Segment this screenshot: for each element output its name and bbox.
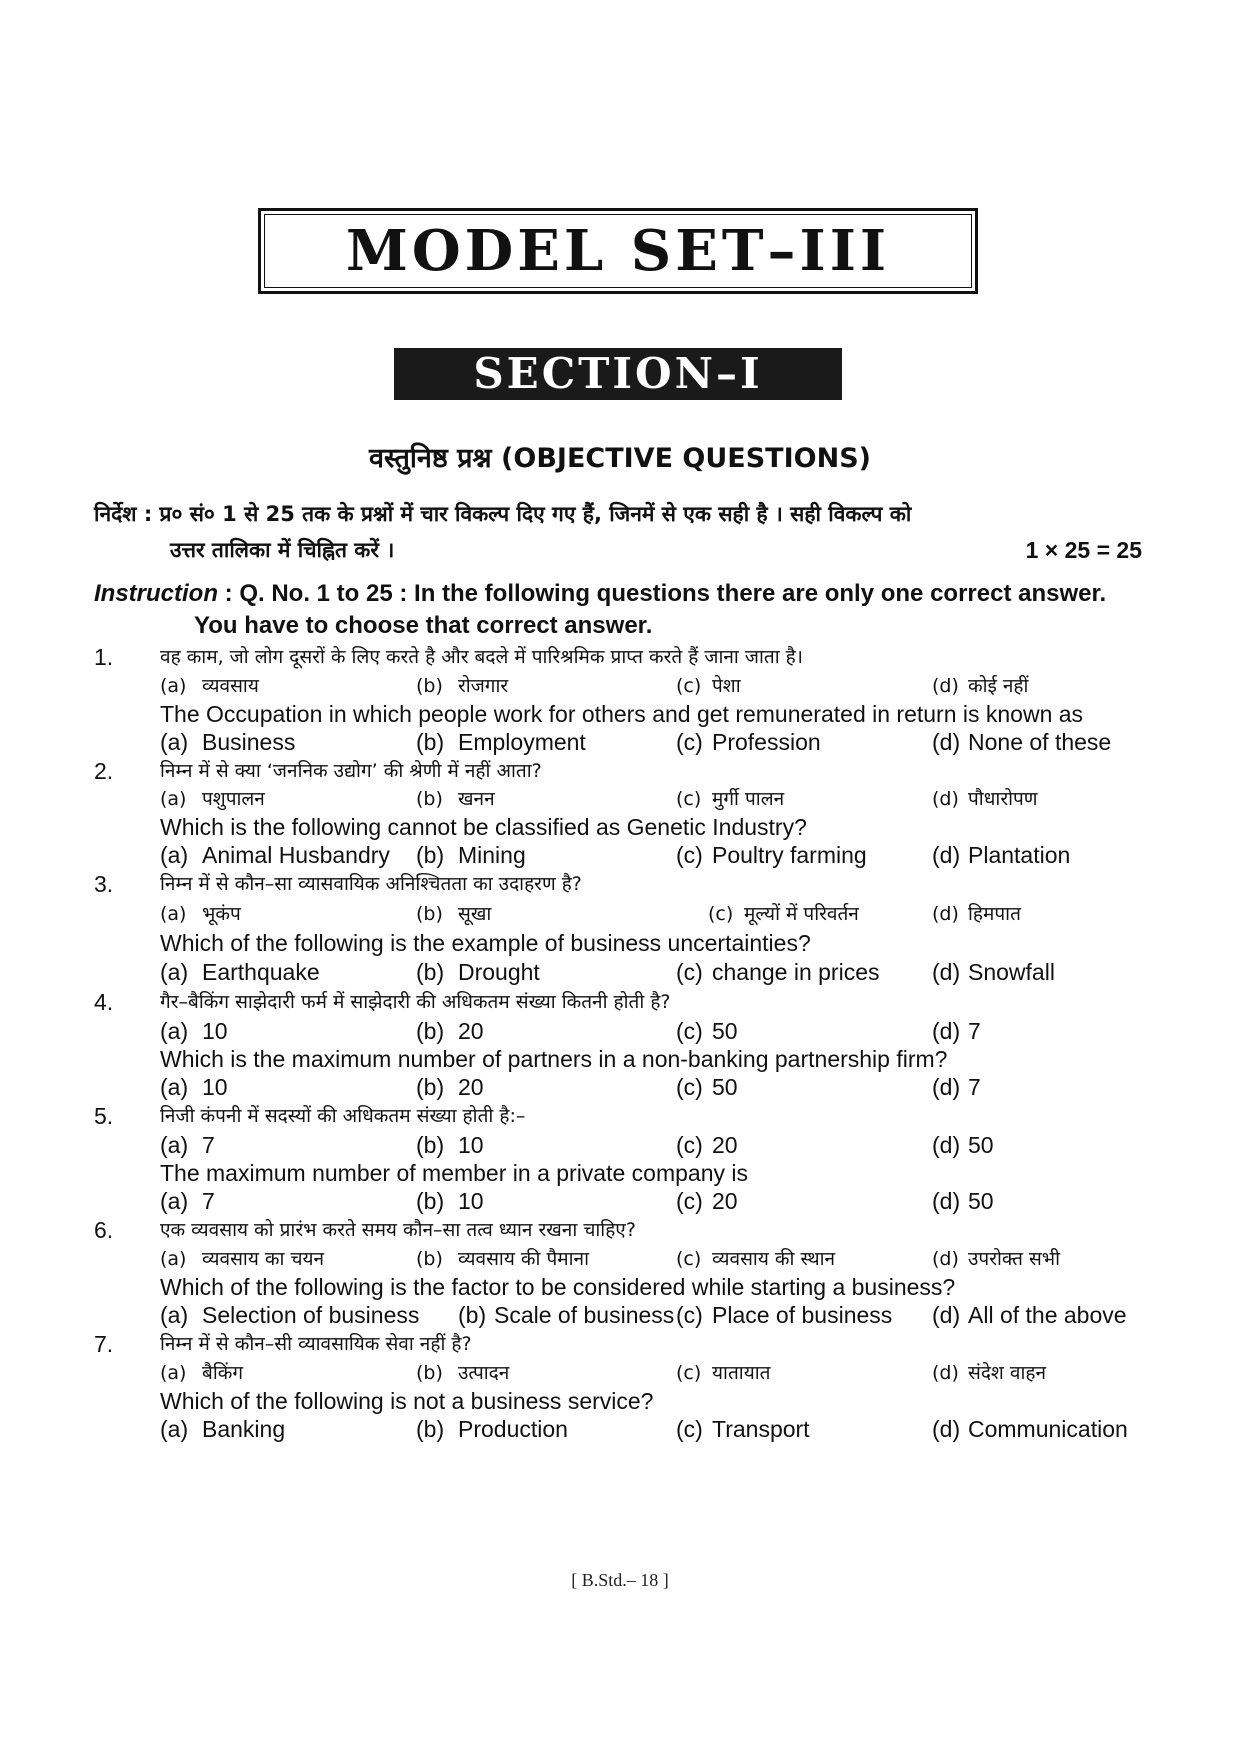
option-a: (a) Selection of business [160, 1302, 420, 1328]
option-c: (c) 50 [676, 1018, 738, 1044]
option-d: (d) Snowfall [932, 959, 1055, 985]
question-1-hindi-options [94, 672, 1154, 700]
direction-line-2-row [94, 532, 1142, 568]
option-b: (b) Mining [416, 842, 526, 868]
question-number: 5. [94, 1103, 114, 1129]
question-text-english: Which of the following is the factor to be considered while starting a business? [160, 1274, 956, 1300]
question-5-hindi [94, 1101, 1154, 1131]
option-c: (c) मुर्गी पालन [676, 788, 785, 810]
instruction-label: Instruction [94, 580, 218, 607]
option-b: (b) Employment [416, 729, 586, 755]
question-2-hindi [94, 756, 1154, 785]
option-a: (a) 10 [160, 1018, 228, 1044]
question-text-english: Which of the following is not a business service? [160, 1388, 654, 1414]
option-a: (a) 7 [160, 1188, 215, 1214]
question-7-hindi [94, 1329, 1154, 1359]
question-6-english [94, 1273, 1154, 1301]
section-title: SECTION–I [473, 349, 763, 398]
option-a: (a) Business [160, 729, 296, 755]
option-b: (b) Drought [416, 959, 540, 985]
option-a: (a) भूकंप [160, 903, 241, 925]
question-text-hindi: निम्न में से क्या ‘जननिक उद्योग’ की श्रेणी में नहीं आता? [160, 760, 542, 782]
question-2-hindi-options [94, 785, 1154, 813]
option-c: (c) मूल्यों में परिवर्तन [708, 903, 859, 925]
question-text-hindi: वह काम, जो लोग दूसरों के लिए करते है और बदले में पारिश्रमिक प्राप्त करते हैं जाना जाता है। [160, 646, 803, 668]
option-d: (d) संदेश वाहन [932, 1362, 1047, 1384]
option-c: (c) Place of business [676, 1302, 893, 1328]
question-number: 2. [94, 758, 114, 784]
question-4-hindi-options [94, 1017, 1154, 1045]
option-c: (c) 50 [676, 1074, 738, 1100]
question-3-hindi [94, 869, 1154, 899]
question-number: 4. [94, 989, 114, 1015]
question-6-hindi-options [94, 1245, 1154, 1273]
question-5-hindi-options [94, 1131, 1154, 1159]
question-1-hindi [94, 642, 1154, 672]
marks: 1 × 25 = 25 [1025, 537, 1142, 563]
question-number: 7. [94, 1331, 114, 1357]
direction-line-2: उत्तर तालिका में चिह्नित करें । [170, 538, 395, 562]
question-4-hindi [94, 987, 1154, 1017]
question-number: 3. [94, 871, 114, 897]
question-text-hindi: निजी कंपनी में सदस्यों की अधिकतम संख्या होती है:– [160, 1105, 526, 1127]
instruction-line-2: You have to choose that correct answer. [194, 612, 653, 639]
question-text-english: The maximum number of member in a private company is [160, 1160, 748, 1186]
option-d: (d) हिमपात [932, 903, 1021, 925]
instruction-line-1 [94, 578, 1144, 610]
option-c: (c) पेशा [676, 675, 741, 697]
option-a: (a) 10 [160, 1074, 228, 1100]
option-b: (b) खनन [416, 788, 495, 810]
question-text-hindi: एक व्यवसाय को प्रारंभ करते समय कौन–सा तत्व ध्यान रखना चाहिए? [160, 1219, 636, 1241]
option-d: (d) Plantation [932, 842, 1071, 868]
question-text-hindi: गैर–बैकिंग साझेदारी फर्म में साझेदारी की अधिकतम संख्या कितनी होती है? [160, 991, 671, 1013]
option-b: (b) रोजगार [416, 675, 509, 697]
option-c: (c) 20 [676, 1188, 738, 1214]
option-b: (b) 10 [416, 1188, 484, 1214]
page-footer: [ B.Std.– 18 ] [571, 1570, 669, 1590]
question-text-english: Which is the maximum number of partners in a non-banking partnership firm? [160, 1046, 948, 1072]
option-a: (a) 7 [160, 1132, 215, 1158]
question-1-english-options [94, 728, 1154, 756]
option-c: (c) change in prices [676, 959, 880, 985]
instruction-block [94, 578, 1144, 642]
option-c: (c) Profession [676, 729, 821, 755]
direction-block [94, 496, 1142, 568]
option-c: (c) व्यवसाय की स्थान [676, 1248, 836, 1270]
option-d: (d) 7 [932, 1074, 981, 1100]
question-3-english [94, 929, 1154, 957]
option-b: (b) सूखा [416, 903, 492, 925]
question-4-english [94, 1045, 1154, 1073]
page-title: MODEL SET–III [345, 218, 891, 284]
option-a: (a) Earthquake [160, 959, 320, 985]
option-a: (a) Banking [160, 1416, 286, 1442]
option-b: (b) व्यवसाय की पैमाना [416, 1248, 590, 1270]
question-text-english: Which is the following cannot be classified as Genetic Industry? [160, 814, 807, 840]
question-text-hindi: निम्न में से कौन–सी व्यावसायिक सेवा नहीं है? [160, 1333, 472, 1355]
question-1-english [94, 700, 1154, 728]
option-a: (a) व्यवसाय का चयन [160, 1248, 325, 1270]
subheading: वस्तुनिष्ठ प्रश्न (OBJECTIVE QUESTIONS) [369, 443, 871, 474]
instruction-text-1: : Q. No. 1 to 25 : In the following questions there are only one correct answer. [218, 580, 1107, 607]
option-d: (d) All of the above [932, 1302, 1127, 1328]
option-d: (d) 50 [932, 1132, 994, 1158]
option-a: (a) व्यवसाय [160, 675, 259, 697]
question-6-english-options [94, 1301, 1154, 1329]
option-b: (b) Production [416, 1416, 568, 1442]
question-2-english [94, 813, 1154, 841]
question-3-hindi-options [94, 899, 1154, 929]
option-a: (a) बैकिंग [160, 1362, 244, 1384]
option-b: (b) Scale of business [458, 1302, 675, 1328]
option-b: (b) 10 [416, 1132, 484, 1158]
option-d: (d) कोई नहीं [932, 675, 1029, 697]
option-c: (c) Poultry farming [676, 842, 867, 868]
section-band [394, 348, 842, 400]
question-7-hindi-options [94, 1359, 1154, 1387]
question-text-hindi: निम्न में से कौन–सा व्यासवायिक अनिश्चितता का उदाहरण है? [160, 873, 582, 895]
option-d: (d) 50 [932, 1188, 994, 1214]
question-text-english: The Occupation in which people work for others and get remunerated in return is known as [160, 701, 1084, 727]
option-a: (a) पशुपालन [160, 788, 265, 810]
option-d: (d) None of these [932, 729, 1112, 755]
option-b: (b) उत्पादन [416, 1362, 510, 1384]
question-number: 6. [94, 1217, 114, 1243]
title-box [258, 208, 978, 294]
question-4-english-options [94, 1073, 1154, 1101]
option-b: (b) 20 [416, 1018, 484, 1044]
option-d: (d) पौधारोपण [932, 788, 1038, 810]
option-a: (a) Animal Husbandry [160, 842, 390, 868]
question-5-english-options [94, 1187, 1154, 1215]
option-d: (d) 7 [932, 1018, 981, 1044]
direction-line-1: निर्देश : प्र० सं० 1 से 25 तक के प्रश्नों में चार विकल्प दिए गए हैं, जिनमें से एक सही है । सही विकल्प को [94, 502, 912, 526]
question-5-english [94, 1159, 1154, 1187]
question-6-hindi [94, 1215, 1154, 1245]
question-3-english-options [94, 957, 1154, 987]
question-7-english-options [94, 1415, 1154, 1443]
question-2-english-options [94, 841, 1154, 869]
option-d: (d) Communication [932, 1416, 1128, 1442]
option-c: (c) यातायात [676, 1362, 771, 1384]
questions-list [94, 642, 1154, 1443]
question-text-english: Which of the following is the example of business uncertainties? [160, 930, 811, 956]
option-c: (c) Transport [676, 1416, 810, 1442]
question-number: 1. [94, 644, 114, 670]
option-c: (c) 20 [676, 1132, 738, 1158]
question-7-english [94, 1387, 1154, 1415]
option-d: (d) उपरोक्त सभी [932, 1248, 1061, 1270]
option-b: (b) 20 [416, 1074, 484, 1100]
